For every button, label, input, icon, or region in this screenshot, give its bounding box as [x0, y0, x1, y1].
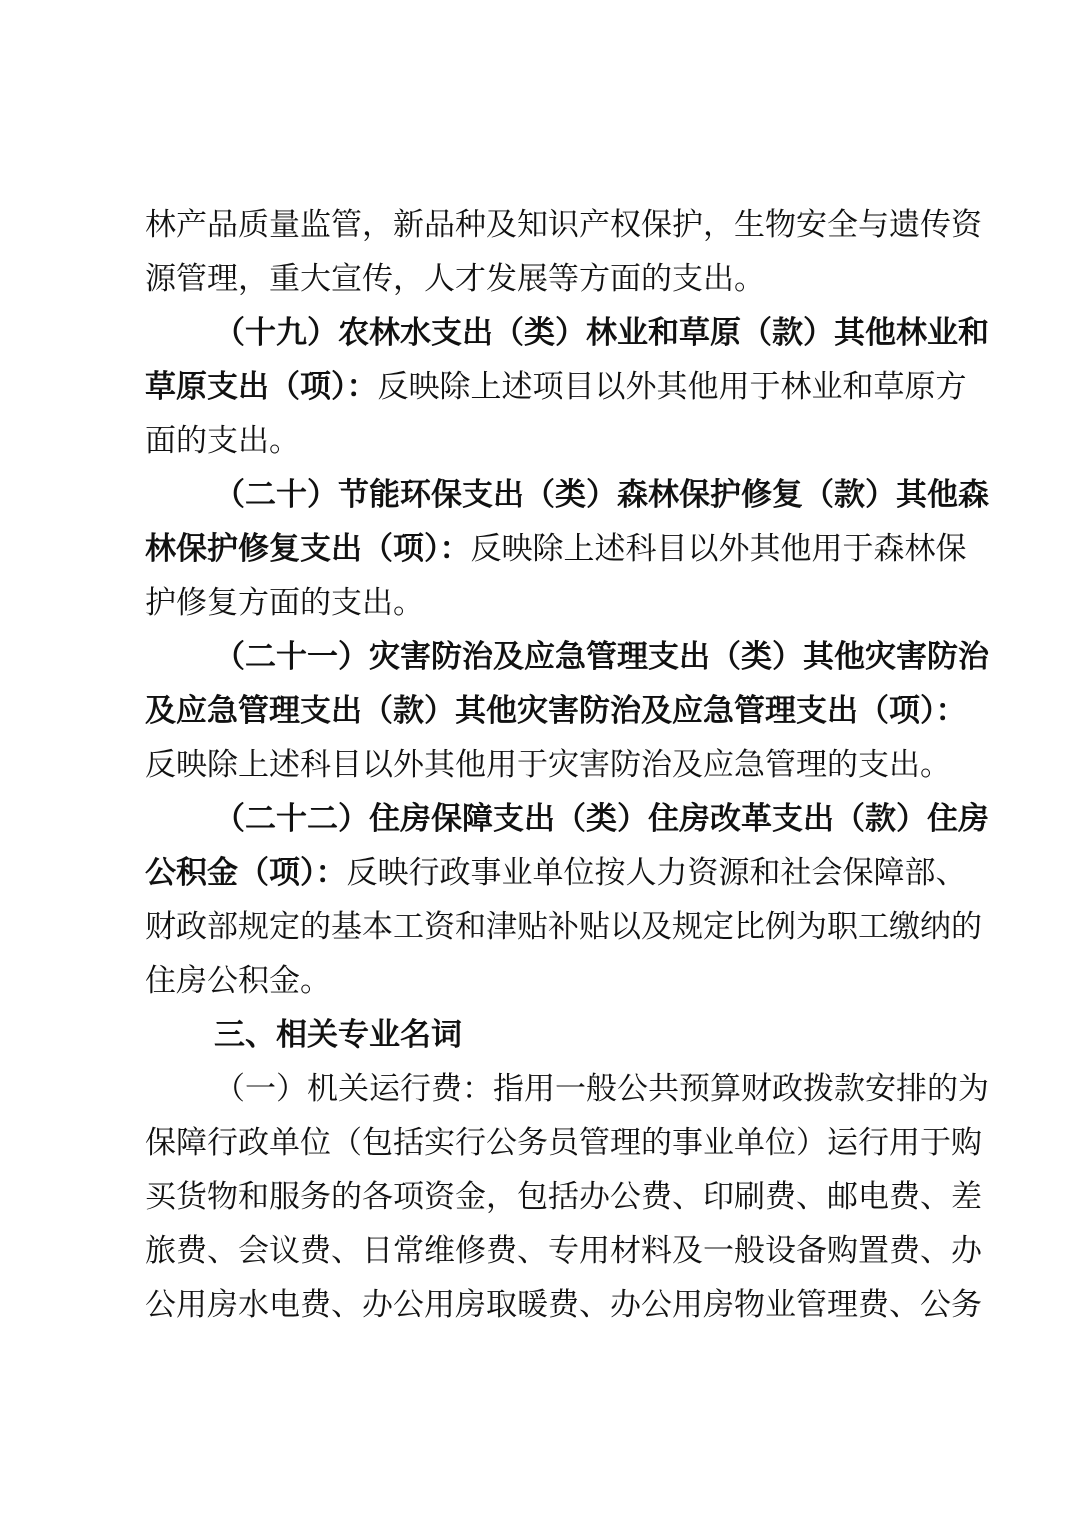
text-line	[145, 1278, 982, 1332]
text-line	[145, 252, 931, 306]
text-line	[145, 1224, 982, 1278]
body-text: 保障行政单位（包括实行公务员管理的事业单位）运行用于购	[145, 1125, 982, 1161]
text-line	[145, 846, 967, 900]
body-text: 旅费、会议费、日常维修费、专用材料及一般设备购置费、办	[145, 1233, 982, 1269]
body-text: 买货物和服务的各项资金，包括办公费、印刷费、邮电费、差	[145, 1179, 982, 1215]
text-line	[145, 576, 931, 630]
body-text: 住房公积金。	[145, 963, 331, 999]
section-heading	[145, 792, 989, 846]
section-heading	[145, 468, 989, 522]
body-text: 面的支出。	[145, 423, 300, 459]
body-text: 公用房水电费、办公用房取暖费、办公用房物业管理费、公务	[145, 1287, 982, 1323]
heading-text: 及应急管理支出（款）其他灾害防治及应急管理支出（项）：	[145, 693, 967, 729]
body-text: （一）机关运行费：指用一般公共预算财政拨款安排的为	[214, 1071, 989, 1107]
body-text: 反映除上述科目以外其他用于森林保	[470, 531, 967, 567]
text-line	[145, 684, 967, 738]
heading-text: 草原支出（项）：	[145, 369, 378, 405]
heading-text: 林保护修复支出（项）：	[145, 531, 471, 567]
body-text: 反映除上述项目以外其他用于林业和草原方	[377, 369, 967, 405]
section-heading	[145, 306, 989, 360]
body-text: 反映行政事业单位按人力资源和社会保障部、	[346, 855, 967, 891]
body-text: 林产品质量监管，新品种及知识产权保护，生物安全与遗传资	[145, 207, 982, 243]
heading-text: 公积金（项）：	[145, 855, 347, 891]
text-line	[145, 900, 982, 954]
text-line	[145, 414, 931, 468]
body-text: 反映除上述科目以外其他用于灾害防治及应急管理的支出。	[145, 747, 951, 783]
heading-text: （十九）农林水支出（类）林业和草原（款）其他林业和	[214, 315, 989, 351]
heading-text: （二十二）住房保障支出（类）住房改革支出（款）住房	[214, 801, 989, 837]
section-heading	[145, 630, 989, 684]
text-line	[145, 198, 982, 252]
heading-text: 三、相关专业名词	[214, 1017, 462, 1053]
heading-text: （二十）节能环保支出（类）森林保护修复（款）其他森	[214, 477, 989, 513]
text-line	[145, 738, 951, 792]
text-line	[145, 522, 967, 576]
text-line	[145, 1170, 982, 1224]
text-line	[145, 954, 931, 1008]
text-line	[145, 360, 967, 414]
document-page	[145, 198, 989, 1332]
heading-text: （二十一）灾害防治及应急管理支出（类）其他灾害防治	[214, 639, 989, 675]
body-text: 护修复方面的支出。	[145, 585, 424, 621]
body-text: 财政部规定的基本工资和津贴补贴以及规定比例为职工缴纳的	[145, 909, 982, 945]
text-line	[145, 1062, 989, 1116]
chapter-heading	[145, 1008, 931, 1062]
body-text: 源管理，重大宣传，人才发展等方面的支出。	[145, 261, 765, 297]
text-line	[145, 1116, 982, 1170]
